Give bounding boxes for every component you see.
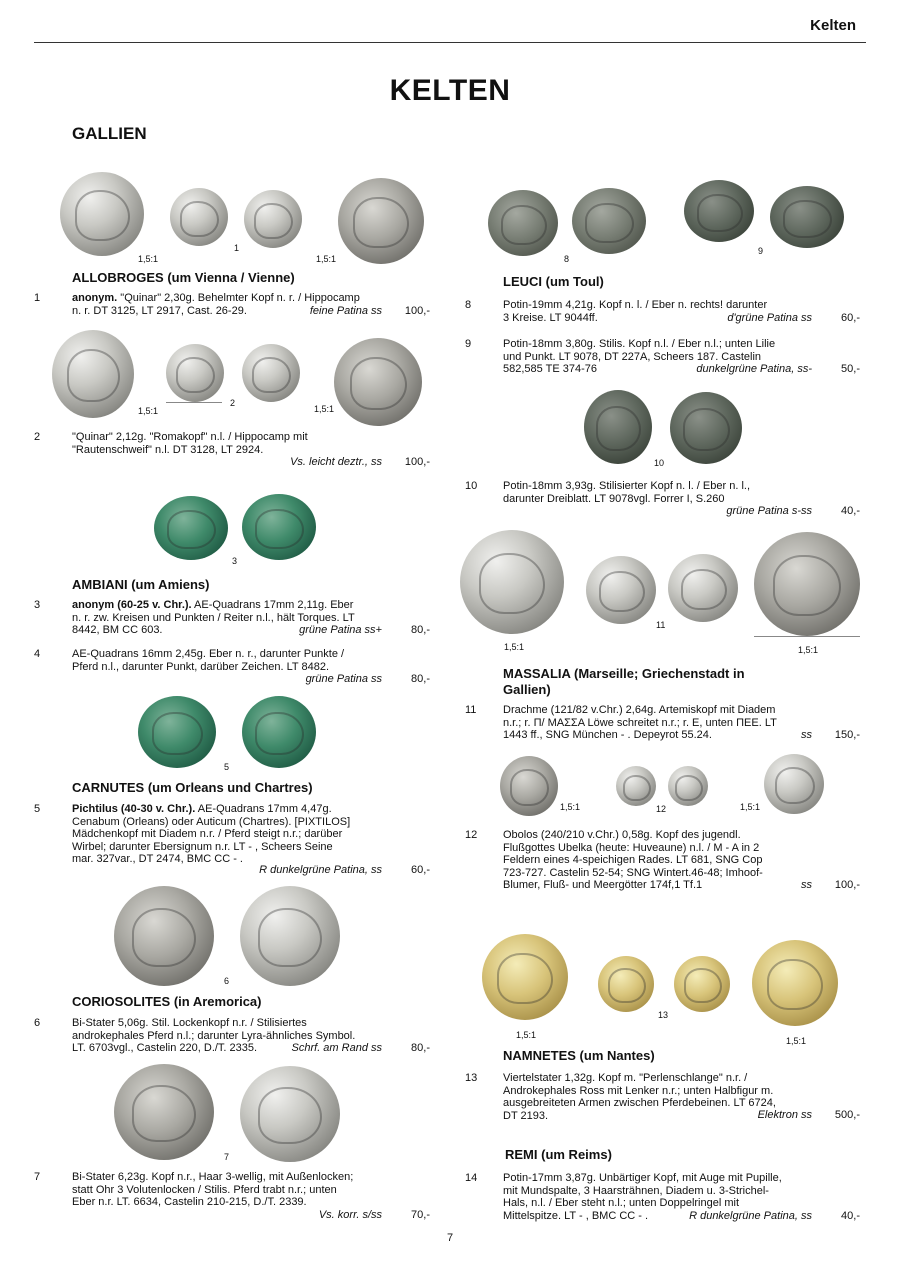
- coin-image: [242, 344, 300, 402]
- lot-line: Mittelspitze. LT - , BMC CC - .: [503, 1209, 649, 1222]
- coin-image: [154, 496, 228, 560]
- lot-grade: grüne Patina s-ss: [726, 505, 812, 517]
- coin-image: [242, 696, 316, 768]
- lot-description: [72, 1171, 384, 1209]
- lot-line: Pferd n.l., darunter Punkt, darüber Zeichen. LT 8482.: [72, 660, 330, 673]
- lot-price: 80,-: [411, 624, 430, 636]
- section-heading: MASSALIA (Marseille; Griechenstadt in Gallien): [503, 666, 745, 697]
- lot-number: 13: [465, 1072, 478, 1084]
- coin-image: [684, 180, 754, 242]
- lot-line: und Punkt. LT 9078, DT 227A, Scheers 187. Castelin: [503, 350, 762, 363]
- scale-caption: 1,5:1: [740, 802, 761, 812]
- lot-description: [503, 480, 815, 505]
- lot-line: Cenabum (Orleans) oder Auticum (Chartres). [PIXTILOS]: [72, 815, 351, 828]
- region-heading: GALLIEN: [72, 124, 147, 143]
- scale-caption: 1,5:1: [504, 642, 525, 652]
- lot-price: 150,-: [834, 729, 860, 741]
- lot-price: 500,-: [834, 1109, 860, 1121]
- lot-grade: grüne Patina ss+: [299, 624, 382, 636]
- scale-caption: 1,5:1: [798, 645, 819, 655]
- lot-number: 6: [34, 1017, 41, 1029]
- lot-line: 3 Kreise. LT 9044ff.: [503, 311, 598, 324]
- lot-number: 3: [34, 599, 41, 611]
- lot-caption: 9: [758, 246, 764, 256]
- lot-description: [72, 431, 384, 456]
- lot-price: 50,-: [841, 363, 860, 375]
- lot-grade: Schrf. am Rand ss: [291, 1042, 382, 1054]
- coin-image: [572, 188, 646, 254]
- coin-image: [616, 766, 656, 806]
- lot-number: 12: [465, 829, 478, 841]
- lot-grade: ss: [801, 729, 812, 741]
- lot-caption: 13: [658, 1010, 669, 1020]
- coin-image: [598, 956, 654, 1012]
- lot-number: 9: [465, 338, 472, 350]
- header-rule: [34, 42, 866, 43]
- lot-line: Wirbel; darunter Ebersignum n.r. LT - , Scheers Seine: [72, 840, 333, 853]
- coin-image: [770, 186, 844, 248]
- lot-price: 60,-: [411, 864, 430, 876]
- lot-line: Potin-19mm 4,21g. Kopf n. l. / Eber n. rechts! darunter: [503, 299, 768, 311]
- lot-line: "Quinar" 2,30g. Behelmter Kopf n. r. / Hippocamp: [117, 292, 360, 304]
- lot-line: Bi-Stater 6,23g. Kopf n.r., Haar 3-wellig, mit Außenlocken;: [72, 1171, 354, 1183]
- lot-line: ausgebreiteten Armen zwischen Pferdebeinen. LT 6724,: [503, 1097, 776, 1109]
- scale-caption: 1,5:1: [138, 254, 159, 264]
- coin-image: [586, 556, 656, 624]
- lot-caption: 3: [232, 556, 238, 566]
- lot-line: Feldern eines 4-speichigen Rades. LT 681, SNG Cop: [503, 854, 763, 866]
- coin-image: [52, 330, 134, 418]
- coin-image: [764, 754, 824, 814]
- lot-price: 100,-: [404, 305, 430, 317]
- lot-grade: grüne Patina ss: [305, 673, 382, 685]
- section-heading: CORIOSOLITES (in Aremorica): [72, 994, 262, 1009]
- lot-line: Eber n.r. LT. 6634, Castelin 210-215, D./T. 2339.: [72, 1196, 307, 1208]
- scale-line: [754, 636, 860, 637]
- coin-image: [584, 390, 652, 464]
- coin-image: [500, 756, 558, 816]
- lot-number: 5: [34, 803, 41, 815]
- lot-grade: R dunkelgrüne Patina, ss: [259, 864, 382, 876]
- coin-image: [60, 172, 144, 256]
- lot-line: Blumer, Fluß- und Meergötter 174f,1 Tf.1: [503, 879, 703, 891]
- lot-price: 70,-: [411, 1209, 430, 1221]
- lot-line: 582,585 TE 374-76: [503, 363, 597, 375]
- coin-image: [674, 956, 730, 1012]
- lot-caption: 8: [564, 254, 570, 264]
- coin-image: [488, 190, 558, 256]
- lot-lead: anonym (60-25 v. Chr.).: [72, 599, 192, 611]
- lot-caption: 7: [224, 1152, 230, 1162]
- coin-image: [334, 338, 422, 426]
- coin-image: [668, 554, 738, 622]
- lot-line: androkephales Pferd n.l.; darunter Lyra-ähnliches Symbol.: [72, 1029, 356, 1042]
- page-number: 7: [446, 1232, 454, 1244]
- lot-line: Potin-18mm 3,80g. Stilis. Kopf n.l. / Eber n.l.; unten Lilie: [503, 338, 776, 350]
- coin-image: [244, 190, 302, 248]
- lot-grade: Elektron ss: [757, 1109, 812, 1121]
- coin-image: [138, 696, 216, 768]
- lot-grade: ss: [801, 879, 812, 891]
- lot-number: 1: [34, 292, 41, 304]
- lot-number: 4: [34, 648, 41, 660]
- lot-description: [72, 803, 384, 866]
- lot-grade: feine Patina ss: [309, 305, 382, 317]
- lot-caption: 10: [654, 458, 665, 468]
- lot-line: mit Mundspalte, 3 Haarsträhnen, Diadem u. 3-Strichel-: [503, 1184, 769, 1197]
- lot-line: n. r. DT 3125, LT 2917, Cast. 26-29.: [72, 304, 247, 317]
- lot-line: darunter Dreiblatt. LT 9078vgl. Forrer I, S.260: [503, 492, 725, 505]
- lot-grade: Vs. korr. s/ss: [318, 1209, 382, 1221]
- lot-line: AE-Quadrans 17mm 2,11g. Eber: [191, 599, 354, 611]
- lot-line: Hals, n.l. / Eber steht n.l.; unten Doppelringel mit: [503, 1197, 740, 1209]
- lot-grade: dunkelgrüne Patina, ss-: [696, 363, 812, 375]
- lot-line: "Quinar" 2,12g. "Romakopf" n.l. / Hippocamp mit: [72, 431, 308, 443]
- lot-grade: Vs. leicht deztr., ss: [290, 456, 382, 468]
- lot-number: 11: [465, 704, 477, 716]
- lot-line: 8442, BM CC 603.: [72, 624, 163, 636]
- lot-lead: Pichtilus (40-30 v. Chr.).: [72, 803, 196, 815]
- lot-price: 60,-: [841, 312, 860, 324]
- lot-line: statt Ohr 3 Volutenlocken / Stilis. Pferd trabt n.r.; unten: [72, 1183, 337, 1196]
- lot-number: 14: [465, 1172, 478, 1184]
- lot-line: Flußgottes Ubelka (heute: Huveaune) n.l. / M - A in 2: [503, 841, 760, 854]
- lot-line: Drachme (121/82 v.Chr.) 2,64g. Artemiskopf mit Diadem: [503, 704, 776, 716]
- lot-caption: 11: [656, 620, 666, 630]
- lot-caption: 2: [230, 398, 236, 408]
- coin-image: [338, 178, 424, 264]
- running-header: Kelten: [810, 17, 856, 34]
- coin-image: [170, 188, 228, 246]
- coin-image: [114, 1064, 214, 1160]
- coin-image: [240, 886, 340, 986]
- lot-price: 80,-: [411, 1042, 430, 1054]
- scale-caption: 1,5:1: [314, 404, 335, 414]
- lot-price: 40,-: [841, 1210, 860, 1222]
- lot-lead: anonym.: [72, 292, 118, 304]
- coin-image: [670, 392, 742, 464]
- lot-line: n.r.; r. Π/ ΜΑΣΣΑ Löwe schreitet n.r.; r. E, unten ΠΕΕ. LT: [503, 716, 777, 729]
- section-heading: CARNUTES (um Orleans und Chartres): [72, 780, 313, 795]
- lot-number: 7: [34, 1171, 41, 1183]
- lot-number: 8: [465, 299, 472, 311]
- lot-line: LT. 6703vgl., Castelin 220, D./T. 2335.: [72, 1042, 258, 1054]
- lot-line: Bi-Stater 5,06g. Stil. Lockenkopf n.r. / Stilisiertes: [72, 1017, 307, 1029]
- lot-line: Mädchenkopf mit Diadem n.r. / Pferd steigt n.r.; darüber: [72, 828, 343, 840]
- coin-image: [668, 766, 708, 806]
- coin-image: [752, 940, 838, 1026]
- coin-image: [114, 886, 214, 986]
- lot-price: 40,-: [841, 505, 860, 517]
- lot-caption: 1: [234, 243, 240, 253]
- lot-grade: R dunkelgrüne Patina, ss: [689, 1210, 812, 1222]
- scale-caption: 1,5:1: [786, 1036, 807, 1046]
- lot-line: 1443 ff., SNG München - . Depeyrot 55.24.: [503, 729, 712, 741]
- scale-caption: 1,5:1: [138, 406, 159, 416]
- lot-line: DT 2193.: [503, 1109, 549, 1122]
- lot-caption: 12: [656, 804, 667, 814]
- lot-line: AE-Quadrans 16mm 2,45g. Eber n. r., darunter Punkte /: [72, 648, 345, 660]
- lot-line: "Rautenschweif" n.l. DT 3128, LT 2924.: [72, 443, 264, 456]
- lot-line: AE-Quadrans 17mm 4,47g.: [195, 803, 332, 815]
- scale-caption: 1,5:1: [560, 802, 581, 812]
- lot-number: 2: [34, 431, 41, 443]
- lot-line: n. r. zw. Kreisen und Punkten / Reiter n.l., hält Torques. LT: [72, 611, 355, 624]
- coin-image: [482, 934, 568, 1020]
- coin-image: [166, 344, 224, 402]
- lot-description: [72, 648, 384, 673]
- section-heading: REMI (um Reims): [505, 1147, 612, 1162]
- lot-line: Potin-17mm 3,87g. Unbärtiger Kopf, mit Auge mit Pupille,: [503, 1172, 782, 1184]
- lot-caption: 6: [224, 976, 230, 986]
- scale-caption: 1,5:1: [516, 1030, 537, 1040]
- section-heading: AMBIANI (um Amiens): [72, 577, 210, 592]
- coin-image: [240, 1066, 340, 1162]
- page-title: KELTEN: [389, 74, 511, 107]
- coin-image: [242, 494, 316, 560]
- coin-image: [754, 532, 860, 636]
- lot-line: Potin-18mm 3,93g. Stilisierter Kopf n. l. / Eber n. l.,: [503, 480, 750, 492]
- lot-caption: 5: [224, 762, 230, 772]
- scale-caption: 1,5:1: [316, 254, 337, 264]
- lot-line: Viertelstater 1,32g. Kopf m. "Perlenschlange" n.r. /: [503, 1072, 748, 1084]
- lot-line: Androkephales Ross mit Lenker n.r.; unten Halbfigur m.: [503, 1084, 774, 1097]
- lot-line: mar. 327var., DT 2474, BMC CC - .: [72, 853, 243, 865]
- lot-price: 100,-: [834, 879, 860, 891]
- lot-price: 80,-: [411, 673, 430, 685]
- lot-line: 723-727. Castelin 52-54; SNG Wintert.46-48; Imhoof-: [503, 866, 763, 879]
- lot-price: 100,-: [404, 456, 430, 468]
- lot-line: Obolos (240/210 v.Chr.) 0,58g. Kopf des jugendl.: [503, 829, 741, 841]
- scale-line: [166, 402, 222, 403]
- lot-number: 10: [465, 480, 478, 492]
- coin-image: [460, 530, 564, 634]
- section-heading: ALLOBROGES (um Vienna / Vienne): [72, 270, 295, 285]
- section-heading: NAMNETES (um Nantes): [503, 1048, 655, 1063]
- section-heading: LEUCI (um Toul): [503, 274, 604, 289]
- lot-grade: d'grüne Patina ss: [727, 312, 812, 324]
